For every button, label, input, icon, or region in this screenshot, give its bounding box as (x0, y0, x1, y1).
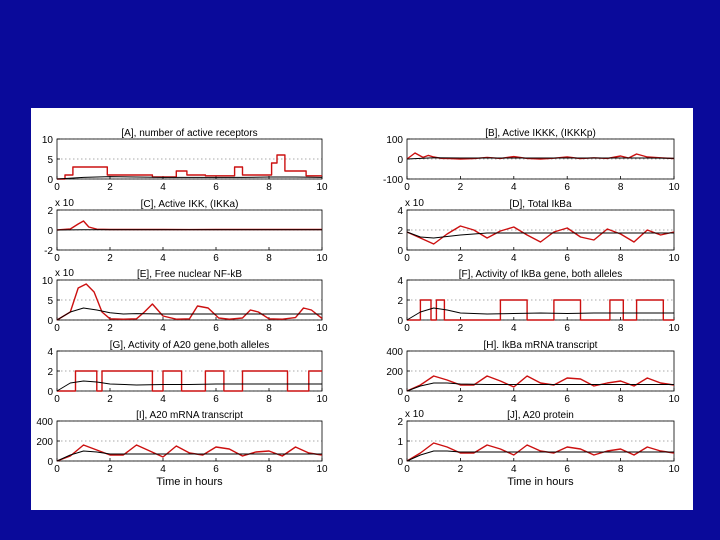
plot-j-title: [J], A20 protein (507, 410, 574, 421)
plot-a-xtick-label: 4 (160, 182, 166, 193)
plot-j-xtick-label: 4 (511, 464, 517, 475)
plot-j-xtick-label: 0 (404, 464, 410, 475)
plot-h-xtick-label: 0 (404, 394, 410, 405)
plot-c-xtick-label: 8 (266, 253, 272, 264)
plot-b-xtick-label: 4 (511, 182, 517, 193)
plot-h-xtick-label: 2 (457, 394, 464, 405)
plot-a-title: [A], number of active receptors (121, 128, 258, 139)
plot-f-ytick-label: 4 (397, 276, 403, 287)
plot-a-xtick-label: 2 (107, 182, 113, 193)
plot-d-xtick-label: 10 (668, 253, 680, 264)
plot-i-ytick-label: 400 (36, 417, 53, 428)
plot-j-exponent: x 10 (405, 409, 424, 420)
plot-g-ytick-label: 0 (47, 387, 53, 398)
plot-a-series-red (57, 155, 322, 179)
plot-h-xtick-label: 4 (511, 394, 517, 405)
plot-e-ytick-label: 0 (47, 316, 53, 327)
plot-i-xlabel: Time in hours (156, 476, 223, 488)
plot-c-xtick-label: 10 (316, 253, 328, 264)
plot-c-ytick-label: -2 (44, 246, 53, 257)
plot-h-series-black (407, 383, 674, 391)
plot-f-xtick-label: 6 (564, 323, 570, 334)
plot-a-xtick-label: 10 (316, 182, 328, 193)
plot-j-xtick-label: 10 (668, 464, 680, 475)
plot-f-xtick-label: 8 (617, 323, 624, 334)
plot-e-title: [E], Free nuclear NF-kB (136, 269, 243, 280)
plot-h-ytick-label: 400 (386, 347, 403, 358)
plot-g-xtick-label: 10 (316, 394, 328, 405)
plot-f-xtick-label: 2 (457, 323, 464, 334)
plot-b-xtick-label: 6 (564, 182, 570, 193)
plot-c-xtick-label: 2 (107, 253, 113, 264)
plot-i-title: [I], A20 mRNA transcript (136, 410, 243, 421)
plot-j-xtick-label: 2 (457, 464, 464, 475)
plot-g-series-red (57, 371, 322, 391)
plot-g-ytick-label: 2 (47, 367, 53, 378)
plot-f-title: [F], Activity of IkBa gene, both alleles (458, 269, 623, 280)
plot-e-xtick-label: 10 (316, 323, 328, 334)
plot-b-title: [B], Active IKKK, (IKKKp) (485, 128, 596, 139)
plot-d-series-black (407, 232, 674, 238)
plot-b-ytick-label: -100 (382, 175, 403, 186)
plot-g-xtick-label: 6 (213, 394, 219, 405)
plot-a-xtick-label: 6 (213, 182, 219, 193)
plot-d-ytick-label: 4 (397, 206, 403, 217)
plot-i-xtick-label: 10 (316, 464, 328, 475)
plot-h-title: [H]. IkBa mRNA transcript (483, 340, 598, 351)
plot-i-xtick-label: 0 (54, 464, 60, 475)
plot-e-series-red (57, 284, 322, 320)
plot-d-exponent: x 10 (405, 198, 424, 209)
plot-h-xtick-label: 8 (617, 394, 624, 405)
plot-d-series-red (407, 226, 674, 244)
plot-e-xtick-label: 2 (107, 323, 113, 334)
plot-g-xtick-label: 8 (266, 394, 272, 405)
plot-i-ytick-label: 200 (36, 437, 53, 448)
plot-e-ytick-label: 10 (41, 276, 53, 287)
plot-f-series-black (407, 308, 674, 320)
plot-j-xtick-label: 8 (617, 464, 624, 475)
plot-c-series-red (57, 221, 322, 230)
figure-panel (31, 108, 693, 510)
plot-c-ytick-label: 0 (47, 226, 53, 237)
plot-a-xtick-label: 0 (54, 182, 60, 193)
plot-c-xtick-label: 4 (160, 253, 166, 264)
plot-h-ytick-label: 0 (397, 387, 403, 398)
plot-c-exponent: x 10 (55, 198, 74, 209)
plot-e-xtick-label: 8 (266, 323, 272, 334)
plot-d-ytick-label: 0 (397, 246, 403, 257)
plot-g-xtick-label: 4 (160, 394, 166, 405)
plot-a-ytick-label: 10 (41, 135, 53, 146)
plot-i-xtick-label: 6 (213, 464, 219, 475)
plot-f-xtick-label: 4 (511, 323, 517, 334)
plot-c-ytick-label: 2 (47, 206, 53, 217)
plot-d-ytick-label: 2 (397, 226, 403, 237)
plots-canvas (31, 108, 693, 510)
plot-f-xtick-label: 0 (404, 323, 410, 334)
plot-i-xtick-label: 2 (107, 464, 113, 475)
plot-g-xtick-label: 2 (107, 394, 113, 405)
plot-j-series-black (407, 451, 674, 461)
plot-e-xtick-label: 0 (54, 323, 60, 334)
plot-i-xtick-label: 8 (266, 464, 272, 475)
plot-c-xtick-label: 6 (213, 253, 219, 264)
plot-f-ytick-label: 0 (397, 316, 403, 327)
plot-e-xtick-label: 4 (160, 323, 166, 334)
plot-f-ytick-label: 2 (397, 296, 403, 307)
plot-j-xlabel: Time in hours (507, 476, 574, 488)
plot-i-series-red (57, 445, 322, 461)
plot-e-exponent: x 10 (55, 268, 74, 279)
plot-e-xtick-label: 6 (213, 323, 219, 334)
plot-d-xtick-label: 4 (511, 253, 517, 264)
plot-d-xtick-label: 2 (457, 253, 464, 264)
plot-j-xtick-label: 6 (564, 464, 570, 475)
plot-b-xtick-label: 10 (668, 182, 680, 193)
plot-b-xtick-label: 0 (404, 182, 410, 193)
plot-j-ytick-label: 2 (397, 417, 403, 428)
plot-a-ytick-label: 5 (47, 155, 53, 166)
plot-h-ytick-label: 200 (386, 367, 403, 378)
plot-g-ytick-label: 4 (47, 347, 53, 358)
plot-g-title: [G], Activity of A20 gene,both alleles (109, 340, 270, 351)
plot-h-xtick-label: 6 (564, 394, 570, 405)
plot-b-xtick-label: 2 (457, 182, 464, 193)
plot-h-xtick-label: 10 (668, 394, 680, 405)
plot-j-ytick-label: 0 (397, 457, 403, 468)
plot-c-xtick-label: 0 (54, 253, 60, 264)
plot-i-ytick-label: 0 (47, 457, 53, 468)
plot-j-ytick-label: 1 (397, 437, 403, 448)
plot-b-ytick-label: 100 (386, 135, 403, 146)
plot-d-xtick-label: 0 (404, 253, 410, 264)
plot-a-ytick-label: 0 (47, 175, 53, 186)
plot-b-ytick-label: 0 (397, 155, 403, 166)
plot-a-xtick-label: 8 (266, 182, 272, 193)
plot-d-xtick-label: 8 (617, 253, 624, 264)
plot-i-xtick-label: 4 (160, 464, 166, 475)
plot-c-title: [C], Active IKK, (IKKa) (140, 199, 239, 210)
plot-f-xtick-label: 10 (668, 323, 680, 334)
plot-e-ytick-label: 5 (47, 296, 53, 307)
plot-d-xtick-label: 6 (564, 253, 570, 264)
plot-g-xtick-label: 0 (54, 394, 60, 405)
plot-b-xtick-label: 8 (617, 182, 624, 193)
plot-d-title: [D], Total IkBa (509, 199, 572, 210)
